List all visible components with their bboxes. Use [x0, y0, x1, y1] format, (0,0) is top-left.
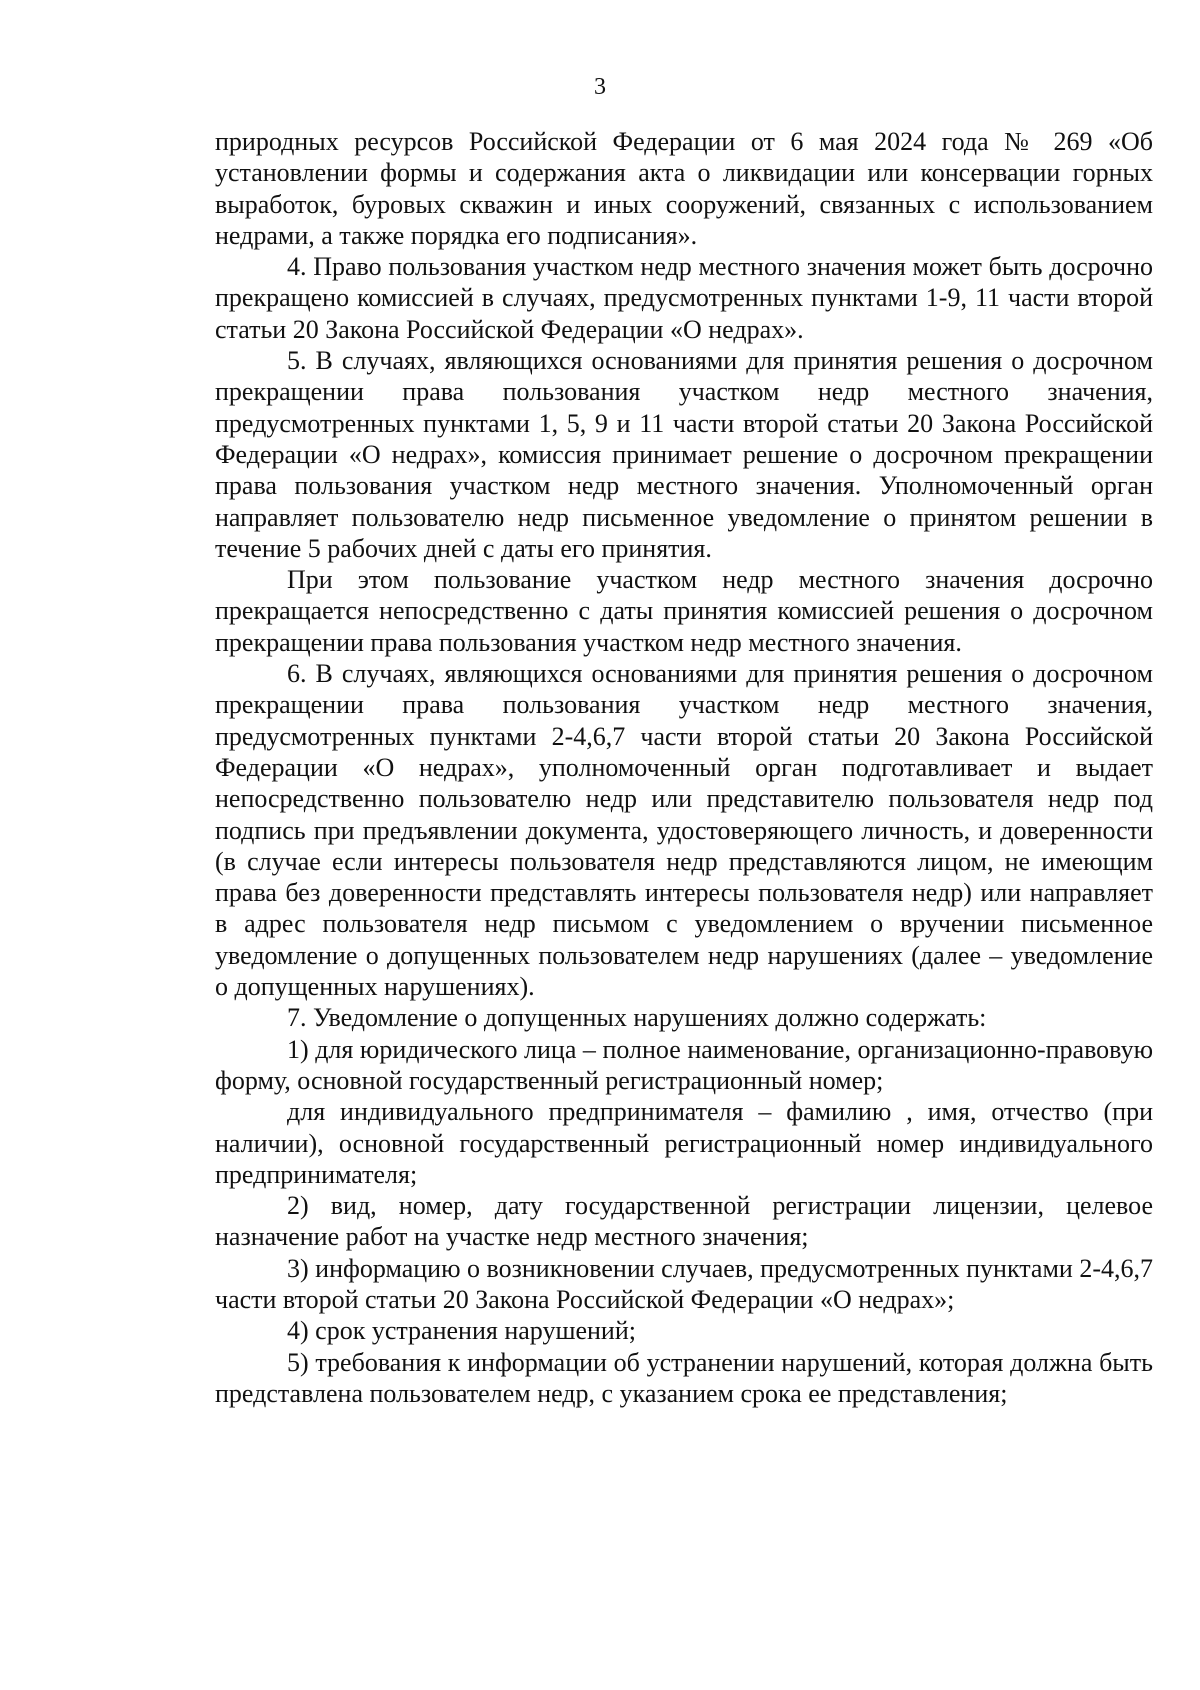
paragraph-item-5-continuation: При этом пользование участком недр местного значения досрочно прекращается непосредственно с даты принятия комиссией решения о досрочном прекращении права пользования участком недр местного значения.	[215, 565, 1153, 657]
paragraph-item-7: 7. Уведомление о допущенных нарушениях должно содержать:	[287, 1003, 987, 1033]
subitem-1-legal-entity: 1) для юридического лица – полное наименование, организационно-правовую форму, основной государственный регистрационный номер;	[215, 1034, 1153, 1095]
subitem-1-entrepreneur: для индивидуального предпринимателя – фамилию , имя, отчество (при наличии), основной государственный регистрационный номер индивидуального предпринимателя;	[215, 1097, 1153, 1189]
subitem-4: 4) срок устранения нарушений;	[287, 1316, 636, 1346]
document-body	[215, 126, 1153, 1409]
paragraph-item-5: 5. В случаях, являющихся основаниями для принятия решения о досрочном прекращении права пользования участком недр местного значения, предусмотренных пунктами 1, 5, 9 и 11 части второй статьи 20 Закона Российской Федерации «О недрах», комиссия принимает решение о досрочном прекращении права пользования участком недр местного значения. Уполномоченный орган направляет пользователю недр письменное уведомление о принятом решении в течение 5 рабочих дней с даты его принятия.	[215, 346, 1153, 563]
paragraph-item-4: 4. Право пользования участком недр местного значения может быть досрочно прекращено комиссией в случаях, предусмотренных пунктами 1-9, 11 части второй статьи 20 Закона Российской Федерации «О недрах».	[215, 252, 1153, 344]
paragraph-continuation: природных ресурсов Российской Федерации от 6 мая 2024 года № 269 «Об установлении формы и содержания акта о ликвидации или консервации горных выработок, буровых скважин и иных сооружений, связанных с использованием недрами, а также порядка его подписания».	[215, 127, 1153, 250]
subitem-2: 2) вид, номер, дату государственной регистрации лицензии, целевое назначение работ на участке недр местного значения;	[215, 1191, 1153, 1252]
subitem-5: 5) требования к информации об устранении нарушений, которая должна быть представлена пользователем недр, с указанием срока ее представления;	[215, 1347, 1153, 1408]
page-number: 3	[594, 74, 606, 100]
subitem-3: 3) информацию о возникновении случаев, предусмотренных пунктами 2-4,6,7 части второй статьи 20 Закона Российской Федерации «О недрах»;	[215, 1253, 1153, 1314]
paragraph-item-6: 6. В случаях, являющихся основаниями для принятия решения о досрочном прекращении права пользования участком недр местного значения, предусмотренных пунктами 2-4,6,7 части второй статьи 20 Закона Российской Федерации «О недрах», уполномоченный орган подготавливает и выдает непосредственно пользователю недр или представителю пользователя недр под подпись при предъявлении документа, удостоверяющего личность, и доверенности (в случае если интересы пользователя недр представляются лицом, не имеющим права без доверенности представлять интересы пользователя недр) или направляет в адрес пользователя недр письмом с уведомлением о вручении письменное уведомление о допущенных пользователем недр нарушениях (далее – уведомление о допущенных нарушениях).	[215, 659, 1153, 1002]
